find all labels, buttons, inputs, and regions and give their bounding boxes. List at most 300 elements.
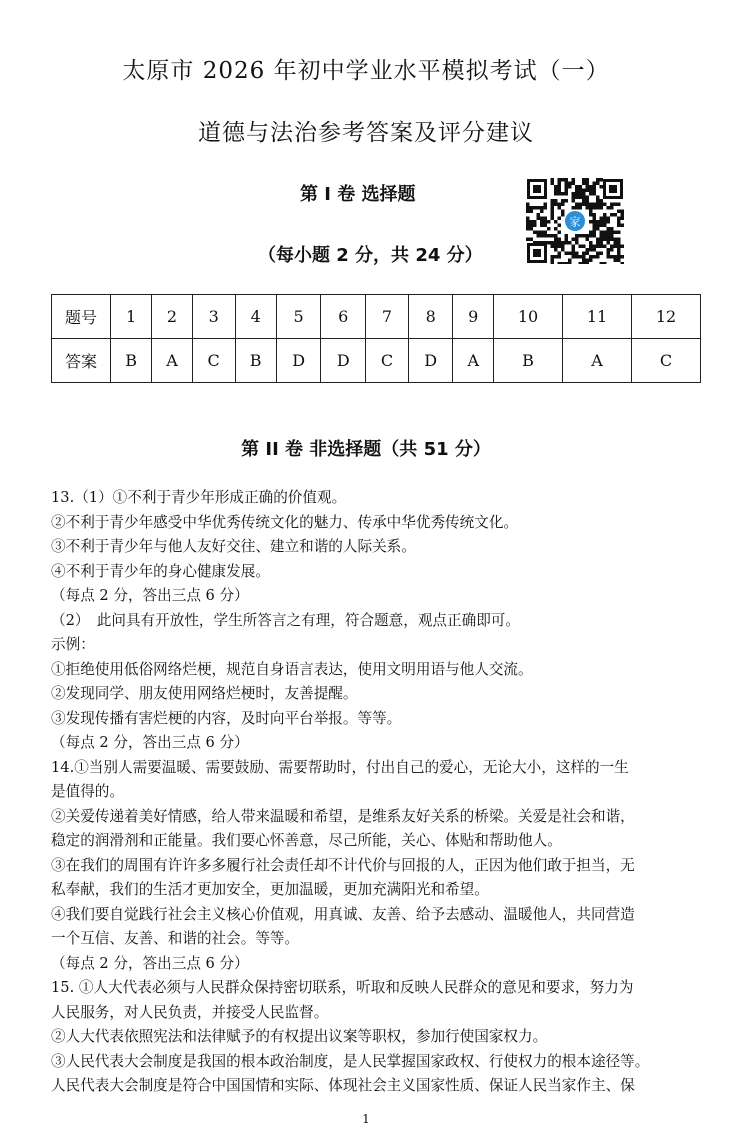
qr-module [572,182,576,186]
qr-module [586,252,590,256]
qr-module [586,178,590,182]
qr-module [617,259,621,263]
qr-module [561,262,565,264]
qr-module [544,206,548,210]
qr-module [589,259,593,263]
qr-module [554,255,558,259]
qr-module [621,245,625,249]
qr-module [558,231,562,235]
qr-module [551,234,555,238]
qr-module [596,224,600,228]
text-line: （每点 2 分，答出三点 6 分） [51,734,249,751]
qr-module [582,245,586,249]
qr-module [565,234,569,238]
qr-module [610,238,614,242]
qr-module [600,217,604,221]
qr-module [621,210,625,214]
qr-module [614,203,618,207]
qr-module [600,245,604,249]
qr-code-icon [526,178,624,264]
answer-table-number-row [52,295,701,339]
qr-module [603,224,607,228]
qr-module [572,178,576,182]
qr-module [540,217,544,221]
qr-module [551,255,555,259]
answer-cell: A [563,339,632,383]
qr-module [530,227,534,231]
page-title: 太原市 2026 年初中学业水平模拟考试（一） [122,58,610,84]
qr-module [593,248,597,252]
qr-module [558,252,562,256]
qr-module [607,227,611,231]
text-line: 一个互信、友善、和谐的社会。等等。 [51,930,300,947]
qr-module [586,199,590,203]
qr-module [554,234,558,238]
qr-module [607,248,611,252]
qr-module [596,220,600,224]
qr-module [593,213,597,217]
qr-module [586,206,590,210]
qr-module [603,238,607,242]
qr-module [547,234,551,238]
qr-module [596,241,600,245]
qr-module [607,217,611,221]
question-number: 11 [563,295,632,339]
qr-module [586,248,590,252]
qr-module [575,252,579,256]
qr-module [614,259,618,263]
qr-module [589,210,593,214]
qr-module [540,224,544,228]
qr-module [533,224,537,228]
qr-module [614,245,618,249]
qr-module [579,203,583,207]
qr-module [589,206,593,210]
qr-module [589,203,593,207]
qr-module [596,203,600,207]
qr-module [614,213,618,217]
text-line: 稳定的润滑剂和正能量。我们要心怀善意，尽己所能，关心、体贴和帮助他人。 [51,832,562,849]
qr-module [617,241,621,245]
answer-cell: B [494,339,563,383]
qr-module [603,220,607,224]
qr-module [617,252,621,256]
qr-module [537,234,541,238]
qr-module [617,245,621,249]
question-number: 5 [276,295,321,339]
qr-module [551,245,555,249]
qr-module [582,262,586,264]
qr-module [544,231,548,235]
qr-module [579,196,583,200]
qr-module [586,182,590,186]
text-line: 私奉献，我们的生活才更加安全，更加温暖，更加充满阳光和希望。 [51,881,489,898]
qr-module [554,185,558,189]
qr-module [544,203,548,207]
qr-module [533,231,537,235]
qr-module [621,213,625,217]
text-line: 13.（1）①不利于青少年形成正确的价值观。 [51,489,347,506]
qr-module [589,213,593,217]
qr-module [575,192,579,196]
section1-note: （每小题 2 分，共 24 分） [258,245,483,266]
qr-module [593,189,597,193]
qr-module [610,234,614,238]
qr-module [575,189,579,193]
qr-module [575,241,579,245]
qr-module [596,199,600,203]
qr-module [607,255,611,259]
qr-module [582,259,586,263]
qr-module [561,203,565,207]
qr-module [586,189,590,193]
text-line: ③发现传播有害烂梗的内容，及时向平台举报。等等。 [51,709,402,727]
qr-module [540,220,544,224]
qr-module [561,245,565,249]
qr-module [551,182,555,186]
qr-module [614,231,618,235]
qr-module [572,192,576,196]
qr-module [554,238,558,242]
qr-module [579,192,583,196]
qr-module [610,206,614,210]
qr-module [593,227,597,231]
qr-module [607,220,611,224]
qr-module [551,210,555,214]
page-subtitle: 道德与法治参考答案及评分建议 [198,120,534,146]
qr-module [617,231,621,235]
qr-module [610,255,614,259]
qr-module [551,178,555,182]
qr-module [582,182,586,186]
qr-module [572,248,576,252]
qr-module [561,210,565,214]
qr-module [554,192,558,196]
question-number: 2 [152,295,193,339]
question-number: 6 [321,295,366,339]
qr-module [596,178,600,182]
qr-module [565,252,569,256]
answer-table-answer-row [52,339,701,383]
answer-table [51,294,701,383]
qr-module [607,231,611,235]
question-number: 1 [111,295,152,339]
qr-module [575,196,579,200]
qr-module [610,203,614,207]
qr-module [537,231,541,235]
qr-module [579,262,583,264]
qr-module [551,206,555,210]
qr-module [603,231,607,235]
qr-module [526,203,530,207]
qr-module [558,185,562,189]
qr-module [593,185,597,189]
qr-module [617,220,621,224]
qr-module [596,245,600,249]
qr-module [561,241,565,245]
qr-module [596,238,600,242]
qr-module [554,199,558,203]
qr-module [593,234,597,238]
text-line: （每点 2 分，答出三点 6 分） [51,587,249,604]
qr-module [547,241,551,245]
qr-module [589,189,593,193]
qr-module [551,199,555,203]
qr-module [586,234,590,238]
qr-module [582,196,586,200]
qr-module [610,213,614,217]
qr-module [586,196,590,200]
qr-module [589,245,593,249]
qr-module [610,227,614,231]
qr-module [526,220,530,224]
text-line: ②人大代表依照宪法和法律赋予的有权提出议案等职权，参加行使国家权力。 [51,1028,548,1045]
qr-module [603,217,607,221]
qr-module [537,206,541,210]
qr-module [610,231,614,235]
qr-module [600,203,604,207]
qr-module [600,231,604,235]
qr-module [565,182,569,186]
qr-module [596,255,600,259]
qr-module [600,199,604,203]
qr-module [582,252,586,256]
qr-module [617,210,621,214]
qr-module [565,192,569,196]
qr-module [575,238,579,242]
qr-module [575,185,579,189]
qr-module [561,199,565,203]
qr-module [600,206,604,210]
qr-module [551,259,555,263]
qr-module [593,203,597,207]
qr-module [554,189,558,193]
qr-module [537,217,541,221]
answer-cell: B [111,339,152,383]
qr-module [582,189,586,193]
qr-module [617,224,621,228]
text-line: ②不利于青少年感受中华优秀传统文化的魅力、传承中华优秀传统文化。 [51,513,519,531]
qr-module [582,178,586,182]
qr-module [596,182,600,186]
qr-module [593,245,597,249]
qr-module [544,234,548,238]
qr-module [579,189,583,193]
qr-module [607,234,611,238]
qr-module [533,220,537,224]
qr-module [582,234,586,238]
answer-cell: C [366,339,409,383]
qr-module [540,210,544,214]
qr-module [568,241,572,245]
qr-module [593,224,597,228]
qr-module [533,206,537,210]
qr-module [600,234,604,238]
qr-module [600,178,604,182]
qr-module [554,248,558,252]
qr-module [607,238,611,242]
answer-cell: D [321,339,366,383]
qr-module [558,238,562,242]
answer-body [51,486,703,1099]
qr-module [579,234,583,238]
qr-module [582,192,586,196]
qr-module [617,217,621,221]
qr-module [572,206,576,210]
qr-module [593,206,597,210]
qr-module [589,234,593,238]
qr-module [568,262,572,264]
qr-module [600,238,604,242]
qr-module [551,262,555,264]
qr-module [565,199,569,203]
qr-module [596,252,600,256]
qr-module [589,192,593,196]
qr-module [593,231,597,235]
qr-module [547,220,551,224]
qr-module [530,224,534,228]
qr-module [565,241,569,245]
qr-module [572,255,576,259]
qr-module [561,248,565,252]
qr-module [603,234,607,238]
qr-module [558,217,562,221]
qr-module [558,203,562,207]
qr-module [589,220,593,224]
answer-cell: A [152,339,193,383]
answer-cell: C [192,339,235,383]
text-line: ③人民代表大会制度是我国的根本政治制度，是人民掌握国家政权、行使权力的根本途径等。 [51,1052,650,1070]
qr-module [565,262,569,264]
qr-module [589,241,593,245]
qr-module [607,252,611,256]
qr-module [596,206,600,210]
qr-module [530,220,534,224]
qr-module [554,220,558,224]
qr-module [589,255,593,259]
text-line: （2） 此问具有开放性，学生所答言之有理，符合题意，观点正确即可。 [51,611,520,629]
qr-module [554,241,558,245]
qr-module [551,213,555,217]
qr-module [554,245,558,249]
qr-module [586,238,590,242]
qr-module [575,203,579,207]
qr-module [589,185,593,189]
qr-module [593,220,597,224]
row-label-number: 题号 [52,295,111,339]
qr-module [558,245,562,249]
qr-module [600,220,604,224]
qr-module [575,234,579,238]
qr-module [579,206,583,210]
qr-module [610,245,614,249]
qr-module [600,224,604,228]
qr-module [600,252,604,256]
qr-module [537,213,541,217]
section1-title: 第 I 卷 选择题 [300,184,416,205]
qr-module [558,206,562,210]
qr-module [561,192,565,196]
qr-module [558,192,562,196]
question-number: 12 [631,295,700,339]
qr-module [614,241,618,245]
qr-module [603,203,607,207]
qr-module [558,189,562,193]
text-line: （每点 2 分，答出三点 6 分） [51,954,249,972]
qr-module [593,217,597,221]
answer-cell: D [408,339,453,383]
qr-module [582,255,586,259]
qr-module [603,245,607,249]
question-number: 9 [453,295,494,339]
question-number: 3 [192,295,235,339]
qr-module [565,178,569,182]
qr-module [526,227,530,231]
qr-module [540,234,544,238]
qr-module [610,248,614,252]
qr-module [540,206,544,210]
qr-module [551,217,555,221]
qr-module [607,241,611,245]
page-number: 1 [362,1112,370,1126]
answer-cell: D [276,339,321,383]
qr-module [561,213,565,217]
text-line: 示例： [51,636,95,653]
qr-module [593,182,597,186]
qr-module [558,182,562,186]
qr-module [600,185,604,189]
question-number: 10 [494,295,563,339]
text-line: 人民代表大会制度是符合中国国情和实际、体现社会主义国家性质、保证人民当家作主、保 [51,1077,635,1094]
qr-module [600,241,604,245]
qr-module [621,224,625,228]
qr-module [572,238,576,242]
text-line: 是值得的。 [51,783,124,800]
qr-module [621,255,625,259]
qr-module [568,182,572,186]
qr-module [572,199,576,203]
qr-module [551,203,555,207]
answer-cell: B [235,339,276,383]
qr-module [558,241,562,245]
qr-module [572,252,576,256]
qr-module [572,245,576,249]
answer-cell: A [453,339,494,383]
qr-module [589,231,593,235]
qr-module [554,203,558,207]
qr-module [579,185,583,189]
qr-module [596,227,600,231]
qr-module [575,206,579,210]
row-label-answer: 答案 [52,339,111,383]
qr-module [617,203,621,207]
qr-module [621,262,625,264]
qr-module [593,255,597,259]
qr-module [530,238,534,242]
qr-module [544,217,548,221]
qr-module [589,248,593,252]
qr-module [565,189,569,193]
text-line: ④不利于青少年的身心健康发展。 [51,562,270,580]
qr-module [558,178,562,182]
qr-module [558,255,562,259]
qr-module [572,196,576,200]
text-line: ①拒绝使用低俗网络烂梗，规范自身语言表达，使用文明用语与他人交流。 [51,660,533,678]
qr-module [582,203,586,207]
text-line: ③在我们的周围有许许多多履行社会责任却不计代价与回报的人，正因为他们敢于担当，无 [51,856,635,874]
section2-title: 第 II 卷 非选择题（共 51 分） [241,439,491,460]
text-line: ③不利于青少年与他人友好交往、建立和谐的人际关系。 [51,538,416,555]
